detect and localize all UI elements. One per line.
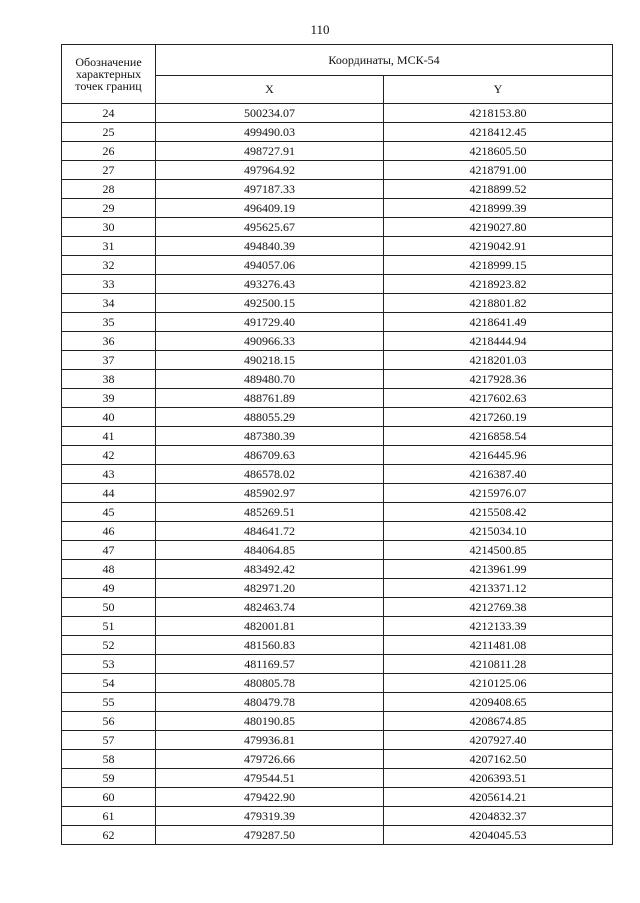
y-coordinate-cell: 4204045.53	[384, 826, 613, 845]
point-number-cell: 48	[62, 560, 156, 579]
y-coordinate-cell: 4218201.03	[384, 351, 613, 370]
x-coordinate-cell: 482463.74	[156, 598, 384, 617]
x-coordinate-cell: 488761.89	[156, 389, 384, 408]
table-row	[62, 294, 613, 313]
table-row	[62, 446, 613, 465]
x-coordinate-cell: 492500.15	[156, 294, 384, 313]
table-row	[62, 142, 613, 161]
x-coordinate-cell: 500234.07	[156, 104, 384, 123]
y-coordinate-cell: 4205614.21	[384, 788, 613, 807]
table-row	[62, 351, 613, 370]
table-row	[62, 484, 613, 503]
table-row	[62, 370, 613, 389]
x-coordinate-cell: 480805.78	[156, 674, 384, 693]
table-row	[62, 237, 613, 256]
point-number-cell: 46	[62, 522, 156, 541]
point-number-cell: 56	[62, 712, 156, 731]
y-coordinate-cell: 4215508.42	[384, 503, 613, 522]
x-coordinate-cell: 479319.39	[156, 807, 384, 826]
x-coordinate-cell: 481560.83	[156, 636, 384, 655]
y-coordinate-cell: 4218791.00	[384, 161, 613, 180]
table-row	[62, 465, 613, 484]
point-number-cell: 25	[62, 123, 156, 142]
y-coordinate-cell: 4210811.28	[384, 655, 613, 674]
y-coordinate-cell: 4218899.52	[384, 180, 613, 199]
y-coordinate-cell: 4206393.51	[384, 769, 613, 788]
table-row	[62, 389, 613, 408]
point-number-cell: 53	[62, 655, 156, 674]
coordinates-group-header: Координаты, МСК-54	[156, 45, 613, 76]
table-row	[62, 655, 613, 674]
y-coordinate-cell: 4207162.50	[384, 750, 613, 769]
y-coordinate-cell: 4218153.80	[384, 104, 613, 123]
x-coordinate-cell: 486709.63	[156, 446, 384, 465]
y-coordinate-cell: 4211481.08	[384, 636, 613, 655]
point-designation-header: Обозначение характерных точек границ	[62, 45, 156, 104]
table-row	[62, 427, 613, 446]
table-row	[62, 408, 613, 427]
table-row	[62, 617, 613, 636]
x-coordinate-cell: 490218.15	[156, 351, 384, 370]
x-coordinate-cell: 479936.81	[156, 731, 384, 750]
table-row	[62, 275, 613, 294]
table-body	[62, 104, 613, 845]
y-coordinate-cell: 4216445.96	[384, 446, 613, 465]
point-number-cell: 45	[62, 503, 156, 522]
y-coordinate-cell: 4213961.99	[384, 560, 613, 579]
table-row	[62, 807, 613, 826]
point-number-cell: 27	[62, 161, 156, 180]
y-coordinate-cell: 4217928.36	[384, 370, 613, 389]
x-coordinate-cell: 490966.33	[156, 332, 384, 351]
point-number-cell: 24	[62, 104, 156, 123]
point-number-cell: 26	[62, 142, 156, 161]
table-row	[62, 218, 613, 237]
point-number-cell: 29	[62, 199, 156, 218]
y-coordinate-cell: 4209408.65	[384, 693, 613, 712]
x-coordinate-cell: 497187.33	[156, 180, 384, 199]
table-row	[62, 598, 613, 617]
point-number-cell: 41	[62, 427, 156, 446]
y-coordinate-cell: 4213371.12	[384, 579, 613, 598]
x-coordinate-cell: 494840.39	[156, 237, 384, 256]
coordinates-table	[61, 44, 613, 845]
y-coordinate-cell: 4218641.49	[384, 313, 613, 332]
point-number-cell: 31	[62, 237, 156, 256]
table-row	[62, 769, 613, 788]
x-coordinate-cell: 489480.70	[156, 370, 384, 389]
point-number-cell: 59	[62, 769, 156, 788]
x-coordinate-cell: 485902.97	[156, 484, 384, 503]
y-coordinate-cell: 4216858.54	[384, 427, 613, 446]
table-row	[62, 313, 613, 332]
table-row	[62, 693, 613, 712]
y-coordinate-cell: 4207927.40	[384, 731, 613, 750]
y-coordinate-cell: 4204832.37	[384, 807, 613, 826]
point-number-cell: 30	[62, 218, 156, 237]
point-number-cell: 54	[62, 674, 156, 693]
x-coordinate-cell: 498727.91	[156, 142, 384, 161]
point-number-cell: 61	[62, 807, 156, 826]
table-row	[62, 256, 613, 275]
x-coordinate-cell: 479544.51	[156, 769, 384, 788]
y-coordinate-cell: 4218923.82	[384, 275, 613, 294]
x-column-header: X	[156, 75, 384, 103]
y-coordinate-cell: 4217260.19	[384, 408, 613, 427]
y-coordinate-cell: 4212769.38	[384, 598, 613, 617]
x-coordinate-cell: 482971.20	[156, 579, 384, 598]
point-number-cell: 57	[62, 731, 156, 750]
table-row	[62, 560, 613, 579]
x-coordinate-cell: 499490.03	[156, 123, 384, 142]
table-row	[62, 712, 613, 731]
table-row	[62, 104, 613, 123]
point-number-cell: 47	[62, 541, 156, 560]
table-row	[62, 826, 613, 845]
y-coordinate-cell: 4218605.50	[384, 142, 613, 161]
x-coordinate-cell: 480190.85	[156, 712, 384, 731]
x-coordinate-cell: 482001.81	[156, 617, 384, 636]
x-coordinate-cell: 483492.42	[156, 560, 384, 579]
y-coordinate-cell: 4219042.91	[384, 237, 613, 256]
x-coordinate-cell: 480479.78	[156, 693, 384, 712]
point-number-cell: 49	[62, 579, 156, 598]
x-coordinate-cell: 491729.40	[156, 313, 384, 332]
y-coordinate-cell: 4217602.63	[384, 389, 613, 408]
point-number-cell: 58	[62, 750, 156, 769]
point-number-cell: 37	[62, 351, 156, 370]
point-number-cell: 40	[62, 408, 156, 427]
point-number-cell: 38	[62, 370, 156, 389]
y-coordinate-cell: 4218999.39	[384, 199, 613, 218]
table-row	[62, 750, 613, 769]
y-coordinate-cell: 4218999.15	[384, 256, 613, 275]
point-number-cell: 51	[62, 617, 156, 636]
y-coordinate-cell: 4219027.80	[384, 218, 613, 237]
table-row	[62, 161, 613, 180]
y-coordinate-cell: 4212133.39	[384, 617, 613, 636]
y-coordinate-cell: 4214500.85	[384, 541, 613, 560]
point-number-cell: 32	[62, 256, 156, 275]
x-coordinate-cell: 493276.43	[156, 275, 384, 294]
point-number-cell: 52	[62, 636, 156, 655]
point-number-cell: 34	[62, 294, 156, 313]
y-coordinate-cell: 4215976.07	[384, 484, 613, 503]
x-coordinate-cell: 484641.72	[156, 522, 384, 541]
y-coordinate-cell: 4218801.82	[384, 294, 613, 313]
table-row	[62, 731, 613, 750]
table-row	[62, 636, 613, 655]
y-coordinate-cell: 4218412.45	[384, 123, 613, 142]
point-number-cell: 43	[62, 465, 156, 484]
point-number-cell: 42	[62, 446, 156, 465]
x-coordinate-cell: 494057.06	[156, 256, 384, 275]
point-number-cell: 50	[62, 598, 156, 617]
table-row	[62, 579, 613, 598]
x-coordinate-cell: 496409.19	[156, 199, 384, 218]
y-coordinate-cell: 4216387.40	[384, 465, 613, 484]
x-coordinate-cell: 488055.29	[156, 408, 384, 427]
point-number-cell: 28	[62, 180, 156, 199]
y-coordinate-cell: 4210125.06	[384, 674, 613, 693]
table-row	[62, 180, 613, 199]
x-coordinate-cell: 485269.51	[156, 503, 384, 522]
table-row	[62, 199, 613, 218]
y-coordinate-cell: 4215034.10	[384, 522, 613, 541]
page-number: 110	[310, 22, 330, 37]
table-row	[62, 123, 613, 142]
table-header	[62, 45, 613, 104]
x-coordinate-cell: 479726.66	[156, 750, 384, 769]
table-row	[62, 674, 613, 693]
point-number-cell: 39	[62, 389, 156, 408]
table-row	[62, 503, 613, 522]
y-coordinate-cell: 4218444.94	[384, 332, 613, 351]
point-number-cell: 44	[62, 484, 156, 503]
y-column-header: Y	[384, 75, 613, 103]
x-coordinate-cell: 486578.02	[156, 465, 384, 484]
point-number-cell: 62	[62, 826, 156, 845]
point-number-cell: 33	[62, 275, 156, 294]
x-coordinate-cell: 479422.90	[156, 788, 384, 807]
table-row	[62, 522, 613, 541]
x-coordinate-cell: 479287.50	[156, 826, 384, 845]
x-coordinate-cell: 487380.39	[156, 427, 384, 446]
table-row	[62, 541, 613, 560]
x-coordinate-cell: 481169.57	[156, 655, 384, 674]
point-number-cell: 35	[62, 313, 156, 332]
point-number-cell: 55	[62, 693, 156, 712]
x-coordinate-cell: 484064.85	[156, 541, 384, 560]
point-number-cell: 36	[62, 332, 156, 351]
point-number-cell: 60	[62, 788, 156, 807]
x-coordinate-cell: 495625.67	[156, 218, 384, 237]
y-coordinate-cell: 4208674.85	[384, 712, 613, 731]
table-row	[62, 788, 613, 807]
table-row	[62, 332, 613, 351]
x-coordinate-cell: 497964.92	[156, 161, 384, 180]
